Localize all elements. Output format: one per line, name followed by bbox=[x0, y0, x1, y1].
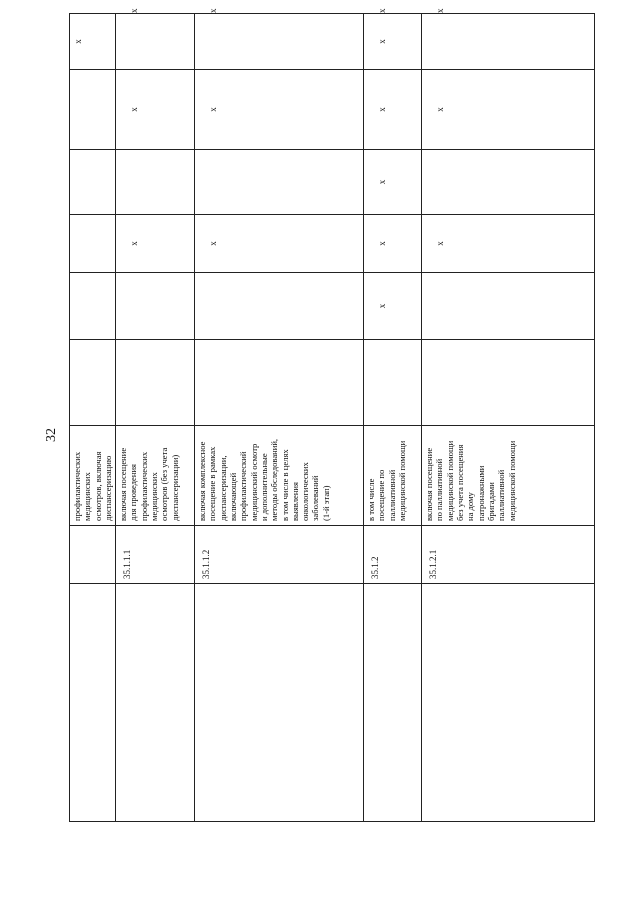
description-line: осмотров, включая bbox=[92, 451, 103, 521]
description-line: выявления bbox=[289, 482, 300, 521]
mark-cell: x bbox=[422, 70, 595, 150]
row-description bbox=[116, 426, 195, 526]
description-line: без учета посещения bbox=[455, 444, 466, 521]
blank-cell bbox=[364, 584, 422, 822]
mark-cell bbox=[116, 273, 195, 340]
mark-cell bbox=[70, 273, 116, 340]
mark-cell: x bbox=[195, 215, 364, 273]
description-line: включая комплексное bbox=[197, 441, 208, 521]
description-line: медицинской помощи bbox=[397, 440, 408, 521]
mark-cell bbox=[195, 150, 364, 215]
mark-cell bbox=[195, 273, 364, 340]
row-code: 35.1.1.2 bbox=[195, 526, 364, 584]
mark-cell: x bbox=[364, 150, 422, 215]
description-line: по паллиативной bbox=[434, 458, 445, 521]
description-line: паллиативной bbox=[496, 469, 507, 521]
description-line: профилактических bbox=[138, 451, 149, 521]
page-number: 32 bbox=[44, 428, 59, 442]
description-line: включая посещение bbox=[118, 447, 129, 521]
mark-cell: x bbox=[364, 14, 422, 70]
mark-cell bbox=[364, 340, 422, 426]
blank-cell bbox=[195, 584, 364, 822]
blank-cell bbox=[70, 584, 116, 822]
mark-cell: x bbox=[116, 70, 195, 150]
blank-cell bbox=[116, 584, 195, 822]
description-line: онкологических bbox=[300, 462, 311, 521]
description-line: диспансеризации, bbox=[217, 455, 228, 521]
description-line: и дополнительные bbox=[258, 453, 269, 521]
description-line: для проведения bbox=[128, 463, 139, 521]
mark-cell bbox=[195, 14, 364, 70]
blank-cell bbox=[422, 584, 595, 822]
table-row: 35.1.1.1 включая посещение для проведения профилактических медицинских осмотров (без учета диспансеризации) x x x bbox=[116, 14, 195, 822]
mark-cell bbox=[70, 215, 116, 273]
table-rotated-wrapper bbox=[69, 8, 581, 822]
mark-cell bbox=[70, 340, 116, 426]
description-line: паллиативной bbox=[386, 469, 397, 521]
description-line: медицинской помощи bbox=[444, 440, 455, 521]
row-description bbox=[195, 426, 364, 526]
mark-cell bbox=[422, 273, 595, 340]
mark-cell bbox=[422, 14, 595, 70]
description-line: осмотров (без учета bbox=[159, 447, 170, 521]
description-line: медицинских bbox=[149, 472, 160, 521]
description-line: методы обследований, bbox=[269, 438, 280, 521]
description-line: (1-й этап) bbox=[320, 485, 331, 521]
table-row: 35.1.2 в том числе посещение по паллиативной медицинской помощи x x x x x x bbox=[364, 14, 422, 822]
mark-cell bbox=[116, 150, 195, 215]
mark-cell: x bbox=[364, 70, 422, 150]
description-line: в том числе в целях bbox=[279, 449, 290, 521]
description-line: профилактических bbox=[72, 451, 82, 521]
mark-cell bbox=[70, 150, 116, 215]
description-line: медицинской помощи bbox=[506, 440, 517, 521]
mark-cell: x bbox=[116, 215, 195, 273]
mark-cell bbox=[116, 340, 195, 426]
mark-cell bbox=[195, 340, 364, 426]
description-line: медицинских bbox=[82, 472, 93, 521]
table-row: 35.1.1.2 включая комплексное посещение в рамках диспансеризации, включающей профилактический медицинский осмотр и дополнительные методы обследований, в том числе в целях выявления онкологических заболеваний (1-й этап) x x x bbox=[195, 14, 364, 822]
row-code: 35.1.2.1 bbox=[422, 526, 595, 584]
data-table bbox=[69, 8, 581, 822]
description-line: в том числе bbox=[366, 478, 377, 521]
row-code bbox=[70, 526, 116, 584]
row-code: 35.1.2 bbox=[364, 526, 422, 584]
description-line: на дому bbox=[465, 492, 476, 521]
description-line: патронажными bbox=[475, 465, 486, 521]
table-row bbox=[70, 14, 116, 822]
mark-cell bbox=[116, 14, 195, 70]
mark-cell bbox=[70, 70, 116, 150]
description-line: диспансеризации) bbox=[169, 454, 180, 521]
description-line: посещение в рамках bbox=[207, 446, 218, 521]
description-line: включающей bbox=[228, 472, 239, 521]
row-description bbox=[70, 426, 116, 526]
description-line: посещение по bbox=[376, 469, 387, 521]
mark-cell bbox=[422, 340, 595, 426]
mark-cell: x bbox=[195, 70, 364, 150]
mark-cell: x bbox=[70, 14, 116, 70]
mark-cell: x bbox=[422, 215, 595, 273]
table-body bbox=[70, 8, 595, 822]
mark-cell: x bbox=[364, 215, 422, 273]
row-description bbox=[364, 426, 422, 526]
description-line: профилактический bbox=[238, 451, 249, 521]
description-line: включая посещение bbox=[424, 447, 435, 521]
description-line: бригадами bbox=[485, 482, 496, 521]
table-row: 35.1.2.1 включая посещение по паллиативной медицинской помощи без учета посещения на дому патронажными бригадами паллиативной медицинской помощи x x x bbox=[422, 14, 595, 822]
description-line: диспансеризацию bbox=[102, 455, 113, 521]
mark-cell bbox=[422, 150, 595, 215]
row-description bbox=[422, 426, 595, 526]
row-code: 35.1.1.1 bbox=[116, 526, 195, 584]
mark-cell: x bbox=[364, 273, 422, 340]
description-line: медицинский осмотр bbox=[248, 443, 259, 521]
description-line: заболеваний bbox=[310, 475, 321, 521]
